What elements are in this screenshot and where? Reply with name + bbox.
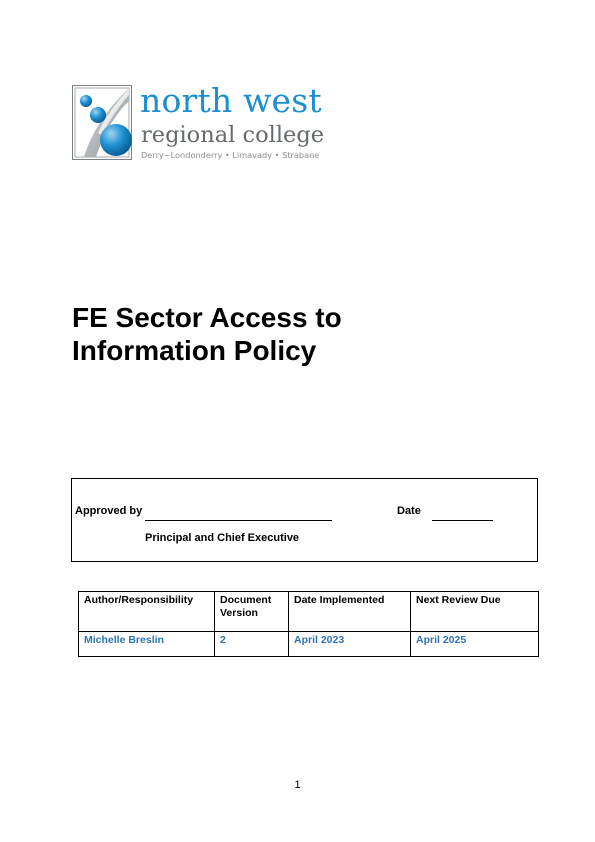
table-header-row [79, 592, 539, 632]
header-date-implemented: Date Implemented [289, 592, 411, 632]
logo-campus-list: Derry~Londonderry • Limavady • Strabane [141, 150, 320, 160]
header-next-review: Next Review Due [411, 592, 539, 632]
header-author: Author/Responsibility [79, 592, 215, 632]
header-version: Document Version [215, 592, 289, 632]
cell-next-review: April 2025 [411, 632, 539, 657]
approved-by-label: Approved by [75, 505, 143, 517]
cell-date-implemented: April 2023 [289, 632, 411, 657]
document-title-line1: FE Sector Access to [72, 302, 342, 333]
logo-wordmark-line2: regional college [141, 122, 325, 148]
college-logo-icon [72, 85, 132, 160]
page-number: 1 [294, 779, 301, 791]
college-logo [72, 81, 325, 165]
signature-line [145, 520, 332, 521]
date-label: Date [397, 505, 421, 517]
document-title [72, 301, 532, 367]
cell-version: 2 [215, 632, 289, 657]
signatory-role: Principal and Chief Executive [145, 532, 300, 544]
logo-wordmark-line1: north west [140, 81, 322, 120]
approval-box [71, 478, 538, 562]
document-control-table [78, 591, 539, 657]
table-row [79, 632, 539, 657]
cell-author: Michelle Breslin [79, 632, 215, 657]
document-title-line2: Information Policy [72, 335, 317, 366]
date-line [432, 520, 493, 521]
